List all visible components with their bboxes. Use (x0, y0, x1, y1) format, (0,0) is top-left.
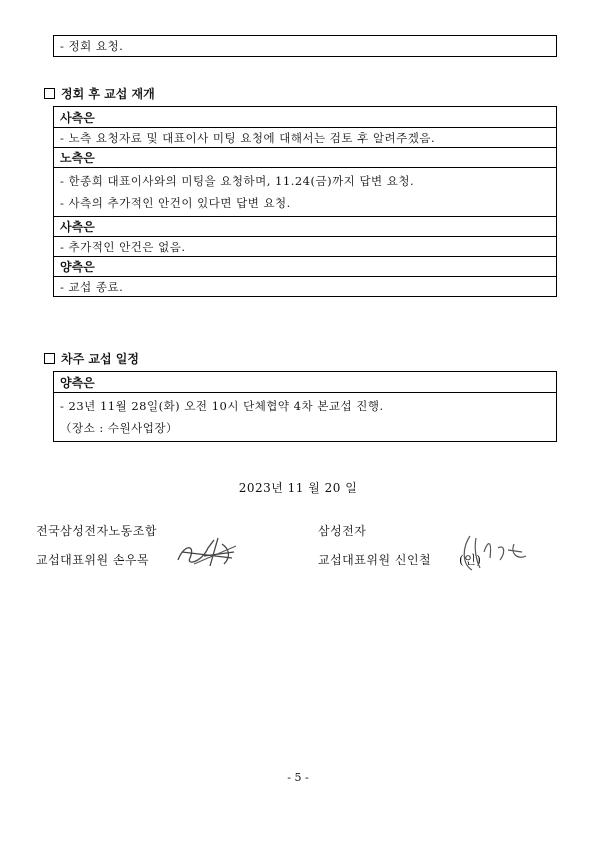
table-row: - 추가적인 안건은 없음. (54, 236, 556, 256)
left-org: 전국삼성전자노동조합 (36, 524, 157, 538)
table-row-head: 양측은 (60, 375, 95, 390)
right-person: 교섭대표위원 신인철 (318, 553, 432, 567)
right-org: 삼성전자 (318, 524, 367, 538)
schedule-table (53, 371, 557, 442)
left-person: 교섭대표위원 손우목 (36, 553, 150, 567)
table-row: - 노측 요청자료 및 대표이사 미팅 요청에 대해서는 검토 후 알려주겠음. (54, 127, 556, 147)
resume-table (53, 106, 557, 297)
left-signature-image (174, 534, 240, 570)
document-date: 2023년 11 월 20 일 (238, 481, 358, 495)
table-row-head: 사측은 (60, 110, 95, 125)
table-row: - 23년 11월 28일(화) 오전 10시 단체협약 4차 본교섭 진행. （장소 : 수원사업장） (54, 392, 556, 441)
table-row-head: 양측은 (54, 256, 556, 276)
section-heading-schedule (44, 350, 139, 367)
checkbox-icon (44, 88, 55, 99)
section-title: 정회 후 교섭 재개 (61, 87, 155, 101)
page-number: - 5 - (287, 771, 309, 784)
table-row: - 한종희 대표이사와의 미팅을 요청하며, 11.24(금)까지 답변 요청. - 사측의 추가적인 안건이 있다면 답변 요청. (54, 167, 556, 216)
section-heading-resume (44, 85, 155, 102)
table-row-head: 사측은 (54, 216, 556, 236)
table-row: - 교섭 종료. (54, 276, 556, 296)
row-text: - 정회 요청. (60, 39, 124, 53)
seal-mark: (인) (459, 553, 482, 567)
right-signature-image (458, 530, 530, 574)
continued-table (53, 35, 557, 57)
section-title: 차주 교섭 일정 (61, 352, 139, 366)
checkbox-icon (44, 353, 55, 364)
table-row-head: 노측은 (54, 147, 556, 167)
table-row (54, 36, 556, 56)
